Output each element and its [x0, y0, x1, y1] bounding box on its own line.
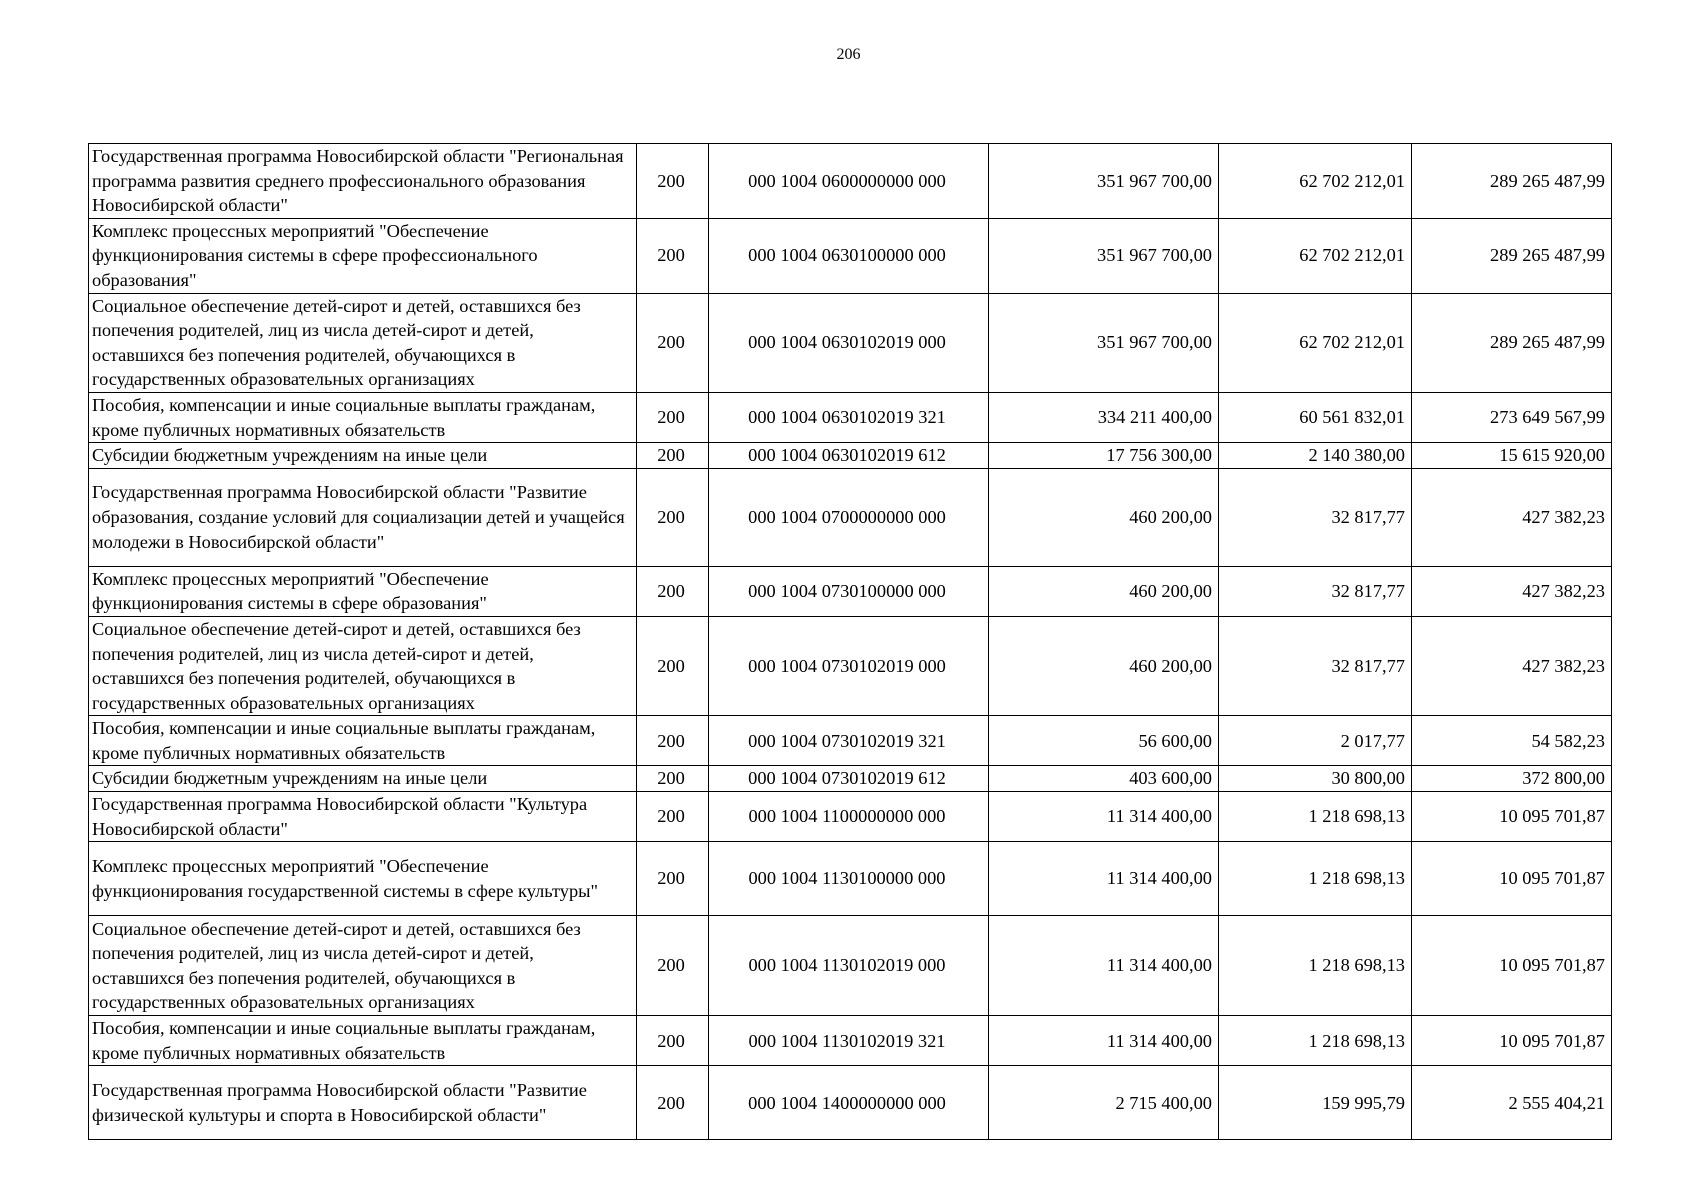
table-row [89, 218, 1612, 293]
table-row [89, 293, 1612, 392]
row-name: Социальное обеспечение детей-сирот и детей, оставшихся без попечения родителей, лиц из числа детей-сирот и детей, оставшихся без попечения родителей, обучающихся в государственных образовательных организациях [89, 293, 637, 392]
row-approved: 460 200,00 [989, 468, 1219, 566]
row-approved: 460 200,00 [989, 616, 1219, 715]
row-code: 200 [637, 1016, 709, 1066]
row-code: 200 [637, 916, 709, 1016]
row-budget-code: 000 1004 1130100000 000 [709, 842, 989, 916]
row-approved: 351 967 700,00 [989, 218, 1219, 293]
row-budget-code: 000 1004 1100000000 000 [709, 792, 989, 842]
row-budget-code: 000 1004 0630102019 000 [709, 293, 989, 392]
row-unexecuted: 289 265 487,99 [1412, 293, 1612, 392]
budget-execution-table [88, 143, 1612, 1140]
row-code: 200 [637, 716, 709, 766]
table-row [89, 468, 1612, 566]
row-name: Комплекс процессных мероприятий "Обеспечение функционирования системы в сфере профессионального образования" [89, 218, 637, 293]
row-name: Пособия, компенсации и иные социальные выплаты гражданам, кроме публичных нормативных обязательств [89, 1016, 637, 1066]
row-executed: 62 702 212,01 [1219, 293, 1412, 392]
row-executed: 32 817,77 [1219, 616, 1412, 715]
row-approved: 11 314 400,00 [989, 842, 1219, 916]
row-unexecuted: 2 555 404,21 [1412, 1066, 1612, 1140]
row-name: Социальное обеспечение детей-сирот и детей, оставшихся без попечения родителей, лиц из числа детей-сирот и детей, оставшихся без попечения родителей, обучающихся в государственных образовательных организациях [89, 616, 637, 715]
row-unexecuted: 372 800,00 [1412, 766, 1612, 792]
row-executed: 62 702 212,01 [1219, 144, 1412, 219]
row-executed: 2 140 380,00 [1219, 443, 1412, 469]
row-approved: 351 967 700,00 [989, 144, 1219, 219]
row-name: Государственная программа Новосибирской области "Региональная программа развития среднего профессионального образования Новосибирской области" [89, 144, 637, 219]
row-executed: 62 702 212,01 [1219, 218, 1412, 293]
row-code: 200 [637, 468, 709, 566]
row-budget-code: 000 1004 0730102019 000 [709, 616, 989, 715]
table-row [89, 916, 1612, 1016]
row-unexecuted: 54 582,23 [1412, 716, 1612, 766]
row-approved: 17 756 300,00 [989, 443, 1219, 469]
row-unexecuted: 289 265 487,99 [1412, 144, 1612, 219]
row-budget-code: 000 1004 0630100000 000 [709, 218, 989, 293]
row-budget-code: 000 1004 1130102019 321 [709, 1016, 989, 1066]
row-budget-code: 000 1004 0730100000 000 [709, 566, 989, 616]
row-code: 200 [637, 842, 709, 916]
row-unexecuted: 15 615 920,00 [1412, 443, 1612, 469]
row-executed: 1 218 698,13 [1219, 792, 1412, 842]
table-row [89, 443, 1612, 469]
row-budget-code: 000 1004 0700000000 000 [709, 468, 989, 566]
table-row [89, 392, 1612, 442]
row-name: Социальное обеспечение детей-сирот и детей, оставшихся без попечения родителей, лиц из числа детей-сирот и детей, оставшихся без попечения родителей, обучающихся в государственных образовательных организациях [89, 916, 637, 1016]
table-row [89, 1016, 1612, 1066]
row-code: 200 [637, 144, 709, 219]
row-unexecuted: 273 649 567,99 [1412, 392, 1612, 442]
table-row [89, 842, 1612, 916]
row-budget-code: 000 1004 0630102019 612 [709, 443, 989, 469]
table-row [89, 616, 1612, 715]
row-executed: 1 218 698,13 [1219, 1016, 1412, 1066]
row-approved: 56 600,00 [989, 716, 1219, 766]
row-budget-code: 000 1004 0730102019 612 [709, 766, 989, 792]
row-approved: 334 211 400,00 [989, 392, 1219, 442]
row-budget-code: 000 1004 0600000000 000 [709, 144, 989, 219]
row-code: 200 [637, 792, 709, 842]
row-executed: 30 800,00 [1219, 766, 1412, 792]
row-code: 200 [637, 218, 709, 293]
row-name: Пособия, компенсации и иные социальные выплаты гражданам, кроме публичных нормативных обязательств [89, 716, 637, 766]
row-code: 200 [637, 616, 709, 715]
row-code: 200 [637, 566, 709, 616]
row-approved: 2 715 400,00 [989, 1066, 1219, 1140]
row-name: Пособия, компенсации и иные социальные выплаты гражданам, кроме публичных нормативных обязательств [89, 392, 637, 442]
row-name: Комплекс процессных мероприятий "Обеспечение функционирования системы в сфере образования" [89, 566, 637, 616]
row-approved: 403 600,00 [989, 766, 1219, 792]
row-executed: 32 817,77 [1219, 468, 1412, 566]
row-name: Государственная программа Новосибирской области "Развитие физической культуры и спорта в Новосибирской области" [89, 1066, 637, 1140]
table-row [89, 766, 1612, 792]
row-approved: 11 314 400,00 [989, 1016, 1219, 1066]
table-row [89, 716, 1612, 766]
table-row [89, 566, 1612, 616]
row-code: 200 [637, 392, 709, 442]
table-row [89, 792, 1612, 842]
row-executed: 32 817,77 [1219, 566, 1412, 616]
row-code: 200 [637, 1066, 709, 1140]
row-name: Государственная программа Новосибирской области "Культура Новосибирской области" [89, 792, 637, 842]
row-budget-code: 000 1004 0730102019 321 [709, 716, 989, 766]
row-name: Государственная программа Новосибирской области "Развитие образования, создание условий для социализации детей и учащейся молодежи в Новосибирской области" [89, 468, 637, 566]
table-row [89, 1066, 1612, 1140]
row-approved: 351 967 700,00 [989, 293, 1219, 392]
row-unexecuted: 427 382,23 [1412, 566, 1612, 616]
row-approved: 11 314 400,00 [989, 916, 1219, 1016]
row-unexecuted: 427 382,23 [1412, 616, 1612, 715]
row-unexecuted: 10 095 701,87 [1412, 916, 1612, 1016]
page-number: 206 [836, 46, 861, 63]
row-approved: 11 314 400,00 [989, 792, 1219, 842]
row-executed: 60 561 832,01 [1219, 392, 1412, 442]
row-unexecuted: 427 382,23 [1412, 468, 1612, 566]
row-name: Комплекс процессных мероприятий "Обеспечение функционирования государственной системы в сфере культуры" [89, 842, 637, 916]
row-name: Субсидии бюджетным учреждениям на иные цели [89, 766, 637, 792]
row-unexecuted: 10 095 701,87 [1412, 1016, 1612, 1066]
row-executed: 159 995,79 [1219, 1066, 1412, 1140]
row-executed: 1 218 698,13 [1219, 842, 1412, 916]
row-budget-code: 000 1004 0630102019 321 [709, 392, 989, 442]
row-unexecuted: 289 265 487,99 [1412, 218, 1612, 293]
row-executed: 1 218 698,13 [1219, 916, 1412, 1016]
row-approved: 460 200,00 [989, 566, 1219, 616]
table-row [89, 144, 1612, 219]
row-unexecuted: 10 095 701,87 [1412, 842, 1612, 916]
row-code: 200 [637, 293, 709, 392]
row-name: Субсидии бюджетным учреждениям на иные цели [89, 443, 637, 469]
row-code: 200 [637, 766, 709, 792]
row-budget-code: 000 1004 1130102019 000 [709, 916, 989, 1016]
row-unexecuted: 10 095 701,87 [1412, 792, 1612, 842]
row-budget-code: 000 1004 1400000000 000 [709, 1066, 989, 1140]
row-code: 200 [637, 443, 709, 469]
row-executed: 2 017,77 [1219, 716, 1412, 766]
